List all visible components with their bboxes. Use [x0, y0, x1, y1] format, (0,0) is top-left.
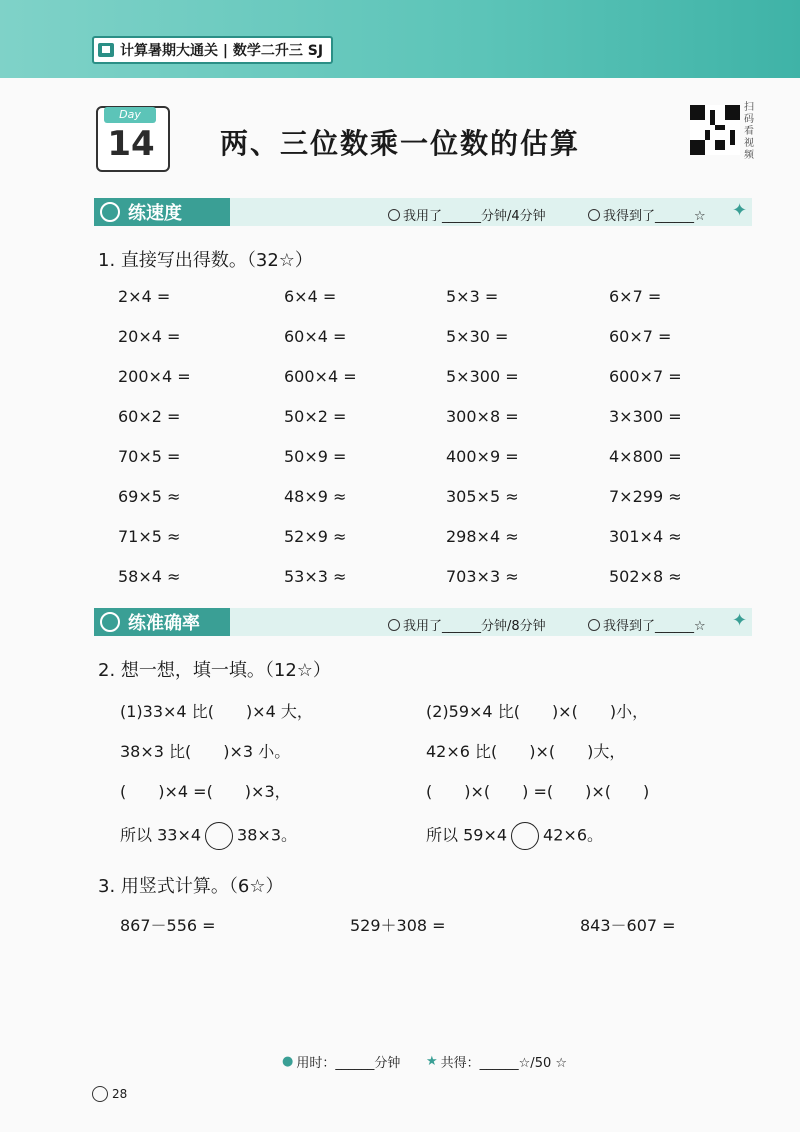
- compare-circle-input[interactable]: [511, 822, 539, 850]
- q1-cell: 3×300 =: [609, 407, 682, 426]
- q3-item: 529＋308 =: [350, 916, 446, 935]
- question-1-title: 1. 直接写出得数。（32☆）: [98, 250, 313, 271]
- star-icon: ★: [426, 1054, 438, 1069]
- stopwatch-icon: [100, 202, 120, 222]
- q2-right-line: ( )×( ) =( )×( ): [426, 782, 650, 801]
- q1-cell: 502×8 ≈: [609, 567, 682, 586]
- target-icon: [100, 612, 120, 632]
- q1-cell: 48×9 ≈: [284, 487, 347, 506]
- q2-right-conclusion: 所以 59×4 42×6。: [426, 822, 603, 850]
- q1-cell: 5×3 =: [446, 287, 499, 306]
- q1-cell: 5×30 =: [446, 327, 509, 346]
- check-icon: [588, 619, 600, 631]
- q1-cell: 5×300 =: [446, 367, 519, 386]
- clock-icon: ●: [282, 1054, 294, 1069]
- q2-left-line: (1)33×4 比( )×4 大，: [120, 702, 313, 721]
- q1-cell: 301×4 ≈: [609, 527, 682, 546]
- q1-cell: 60×4 =: [284, 327, 347, 346]
- q1-cell: 71×5 ≈: [118, 527, 181, 546]
- page-title: 两、三位数乘一位数的估算: [219, 127, 580, 160]
- page-number: 28: [92, 1086, 127, 1102]
- q2-right-line: (2)59×4 比( )×( )小，: [426, 702, 649, 721]
- score-speed: 我得到了______☆: [588, 205, 706, 224]
- q1-cell: 703×3 ≈: [446, 567, 519, 586]
- q2-right-line: 42×6 比( )×( )大，: [426, 742, 626, 761]
- q1-cell: 60×7 =: [609, 327, 672, 346]
- qr-code-icon[interactable]: [690, 105, 740, 155]
- question-2-title: 2. 想一想，填一填。（12☆）: [98, 660, 331, 681]
- q2-left-conclusion: 所以 33×4 38×3。: [120, 822, 297, 850]
- q3-item: 867－556 =: [120, 916, 216, 935]
- series-brand: [92, 36, 333, 64]
- q1-cell: 50×9 =: [284, 447, 347, 466]
- time-used-speed: 我用了______分钟/4分钟: [388, 205, 546, 224]
- q1-cell: 58×4 ≈: [118, 567, 181, 586]
- q2-left-line: ( )×4 =( )×3，: [120, 782, 291, 801]
- book-icon: [98, 43, 114, 57]
- check-icon: [588, 209, 600, 221]
- day-label: Day: [104, 107, 156, 123]
- compare-circle-input[interactable]: [205, 822, 233, 850]
- question-3-title: 3. 用竖式计算。（6☆）: [98, 876, 284, 897]
- section-label-accuracy: 练准确率: [94, 608, 230, 636]
- q1-cell: 2×4 =: [118, 287, 171, 306]
- clock-icon: [388, 619, 400, 631]
- q1-cell: 6×4 =: [284, 287, 337, 306]
- q1-cell: 69×5 ≈: [118, 487, 181, 506]
- q1-cell: 53×3 ≈: [284, 567, 347, 586]
- q1-cell: 400×9 =: [446, 447, 519, 466]
- star-icon: ✦: [732, 200, 748, 221]
- qr-caption: 扫码看视频: [744, 102, 754, 161]
- section-label-speed: 练速度: [94, 198, 230, 226]
- sun-icon: [92, 1086, 108, 1102]
- q1-cell: 200×4 =: [118, 367, 191, 386]
- q1-cell: 298×4 ≈: [446, 527, 519, 546]
- q1-cell: 52×9 ≈: [284, 527, 347, 546]
- star-icon: ✦: [732, 610, 748, 631]
- q3-item: 843－607 =: [580, 916, 676, 935]
- q1-cell: 20×4 =: [118, 327, 181, 346]
- footer-total: ★ 共得：______☆/50 ☆: [426, 1054, 568, 1071]
- footer-time: ● 用时：______分钟: [282, 1054, 401, 1071]
- q1-cell: 50×2 =: [284, 407, 347, 426]
- q1-cell: 60×2 =: [118, 407, 181, 426]
- q1-cell: 4×800 =: [609, 447, 682, 466]
- q2-left-line: 38×3 比( )×3 小。: [120, 742, 291, 761]
- q1-cell: 6×7 =: [609, 287, 662, 306]
- time-used-accuracy: 我用了______分钟/8分钟: [388, 615, 546, 634]
- day-number: 14: [107, 124, 155, 164]
- q1-cell: 7×299 ≈: [609, 487, 682, 506]
- clock-icon: [388, 209, 400, 221]
- score-accuracy: 我得到了______☆: [588, 615, 706, 634]
- q1-cell: 600×7 =: [609, 367, 682, 386]
- q1-cell: 600×4 =: [284, 367, 357, 386]
- q1-cell: 305×5 ≈: [446, 487, 519, 506]
- brand-text: 计算暑期大通关 | 数学二升三 SJ: [120, 43, 324, 59]
- q1-cell: 300×8 =: [446, 407, 519, 426]
- q1-cell: 70×5 =: [118, 447, 181, 466]
